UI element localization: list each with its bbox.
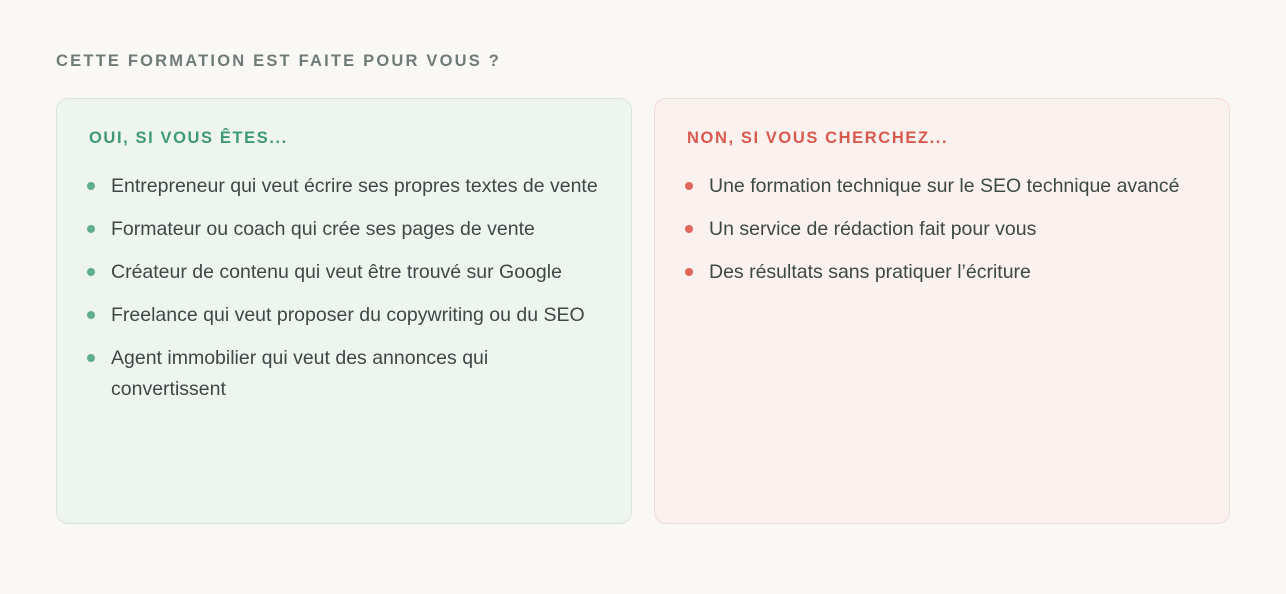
page-title: CETTE FORMATION EST FAITE POUR VOUS ?: [56, 52, 502, 70]
card-yes-title: OUI, SI VOUS ÊTES...: [89, 128, 288, 147]
list-item: [685, 257, 1199, 287]
list-item-label: Créateur de contenu qui veut être trouvé sur Google: [111, 261, 562, 284]
list-item-label: Une formation technique sur le SEO technique avancé: [709, 174, 1180, 197]
bullet-dot-icon: [87, 354, 95, 362]
list-item-label: Formateur ou coach qui crée ses pages de vente: [111, 217, 535, 240]
cards-row: [56, 98, 1230, 524]
card-no: [654, 98, 1230, 524]
list-item: [685, 214, 1199, 244]
bullet-dot-icon: [87, 225, 95, 233]
list-item: [685, 171, 1199, 201]
bullet-dot-icon: [87, 311, 95, 319]
list-item-label: Entrepreneur qui veut écrire ses propres textes de vente: [111, 174, 598, 197]
bullet-dot-icon: [87, 182, 95, 190]
bullet-dot-icon: [685, 225, 693, 233]
card-no-title: NON, SI VOUS CHERCHEZ...: [687, 128, 949, 147]
card-no-list: [685, 171, 1199, 288]
list-item: [87, 343, 601, 403]
list-item: [87, 171, 601, 201]
bullet-dot-icon: [685, 182, 693, 190]
list-item: [87, 214, 601, 244]
list-item-label: Agent immobilier qui veut des annonces qui convertissent: [111, 347, 489, 400]
list-item: [87, 257, 601, 287]
card-yes: [56, 98, 632, 524]
bullet-dot-icon: [685, 268, 693, 276]
bullet-dot-icon: [87, 268, 95, 276]
list-item-label: Un service de rédaction fait pour vous: [709, 217, 1037, 240]
list-item-label: Freelance qui veut proposer du copywriting ou du SEO: [111, 304, 585, 327]
card-yes-list: [87, 171, 601, 404]
list-item: [87, 300, 601, 330]
list-item-label: Des résultats sans pratiquer l’écriture: [709, 261, 1031, 284]
